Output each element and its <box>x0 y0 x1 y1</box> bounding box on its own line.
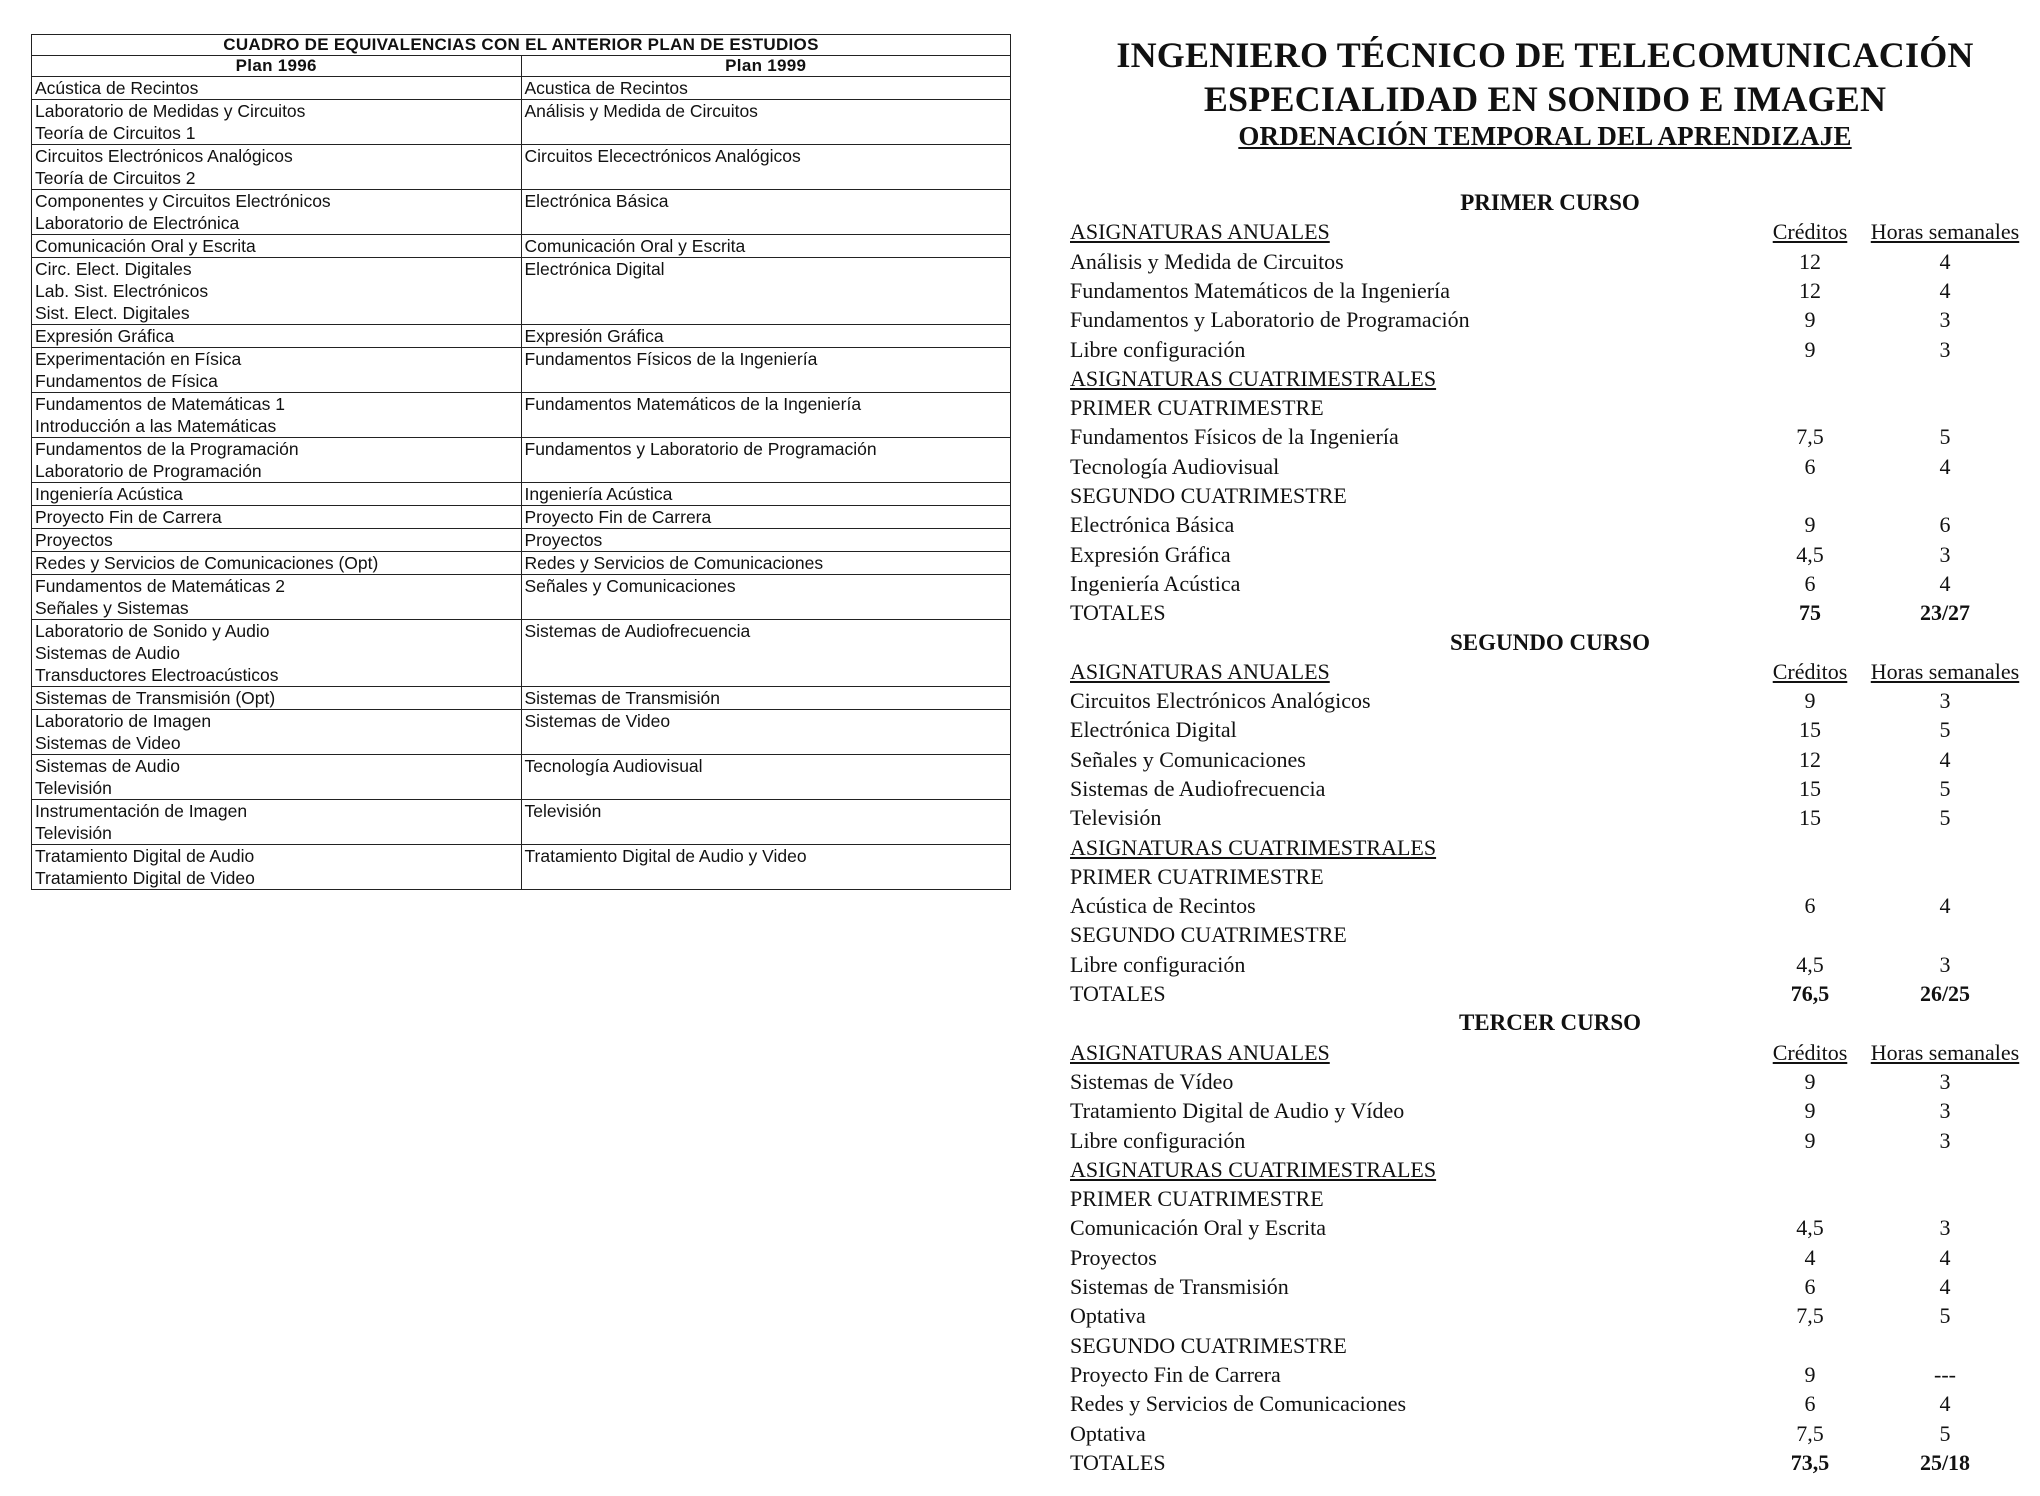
plan-1996-cell <box>32 755 522 800</box>
plan-1999-cell <box>521 687 1011 710</box>
semester-heading: SEGUNDO CUATRIMESTRE <box>1070 1333 1347 1358</box>
table-row <box>32 348 1011 393</box>
section-title: ORDENACIÓN TEMPORAL DEL APRENDIZAJE <box>1238 121 1852 151</box>
subject-row <box>1070 950 2030 979</box>
weekly-hours-header: Horas semanales <box>1870 219 2020 244</box>
annual-subjects-header <box>1070 1038 2030 1067</box>
subject-row <box>1070 1126 2030 1155</box>
plan-1996-subject: Fundamentos de Física <box>35 371 218 391</box>
subject-row <box>1070 1419 2030 1448</box>
plan-1996-cell <box>32 845 522 890</box>
second-semester-header <box>1070 1331 2030 1360</box>
weekly-hours-value: 4 <box>1939 454 1951 479</box>
annual-subjects-header <box>1070 657 2030 686</box>
plan-1999-subject: Fundamentos Matemáticos de la Ingeniería <box>524 394 862 414</box>
weekly-hours-value: 4 <box>1939 571 1951 596</box>
plan-1996-subject: Sistemas de Transmisión (Opt) <box>35 688 276 708</box>
credits-value: 9 <box>1804 1362 1816 1387</box>
totals-row <box>1070 1448 2030 1477</box>
subject-row <box>1070 540 2030 569</box>
subject-name: Electrónica Digital <box>1070 717 1237 742</box>
subject-name: Tratamiento Digital de Audio y Vídeo <box>1070 1098 1405 1123</box>
plan-1996-cell <box>32 190 522 235</box>
table-row <box>32 100 1011 145</box>
table-row <box>32 325 1011 348</box>
table-row <box>32 77 1011 100</box>
plan-1996-subject: Comunicación Oral y Escrita <box>35 236 256 256</box>
plan-1999-cell <box>521 552 1011 575</box>
credits-value: 4,5 <box>1796 1215 1824 1240</box>
weekly-hours-value: 4 <box>1939 1274 1951 1299</box>
plan-1999-cell <box>521 483 1011 506</box>
total-credits: 75 <box>1799 600 1821 625</box>
subject-row <box>1070 422 2030 451</box>
subject-row <box>1070 1360 2030 1389</box>
credits-value: 4,5 <box>1796 952 1824 977</box>
weekly-hours-value: 4 <box>1939 278 1951 303</box>
plan-1996-cell <box>32 77 522 100</box>
subject-row <box>1070 305 2030 334</box>
subject-row <box>1070 1067 2030 1096</box>
plan-1999-subject: Ingeniería Acústica <box>524 484 673 504</box>
subject-name: Acústica de Recintos <box>1070 893 1256 918</box>
totals-row <box>1070 598 2030 627</box>
plan-1999-cell <box>521 529 1011 552</box>
plan-1999-cell <box>521 235 1011 258</box>
credits-value: 6 <box>1804 1391 1816 1416</box>
subject-row <box>1070 335 2030 364</box>
plan-1996-subject: Laboratorio de Imagen <box>35 711 212 731</box>
credits-value: 9 <box>1804 1098 1816 1123</box>
plan-1996-subject: Expresión Gráfica <box>35 326 175 346</box>
weekly-hours-value: 4 <box>1939 1391 1951 1416</box>
credits-value: 12 <box>1799 249 1821 274</box>
plan-1996-subject: Acústica de Recintos <box>35 78 199 98</box>
plan-1996-cell <box>32 620 522 687</box>
specialty-title: ESPECIALIDAD EN SONIDO E IMAGEN <box>1203 79 1887 119</box>
subject-name: Libre configuración <box>1070 337 1246 362</box>
plan-1996-subject: Sistemas de Audio <box>35 756 180 776</box>
plan-1999-cell <box>521 77 1011 100</box>
plan-1999-cell <box>521 325 1011 348</box>
plan-1996-subject: Proyectos <box>35 530 113 550</box>
table-row <box>32 506 1011 529</box>
weekly-hours-value: 5 <box>1939 1421 1951 1446</box>
plan-1999-subject: Circuitos Elecectrónicos Analógicos <box>524 146 801 166</box>
subject-row <box>1070 1389 2030 1418</box>
subject-row <box>1070 1301 2030 1330</box>
weekly-hours-value: 3 <box>1939 1128 1951 1153</box>
credits-value: 7,5 <box>1796 1303 1824 1328</box>
plan-1996-cell <box>32 438 522 483</box>
total-weekly-hours: 23/27 <box>1919 600 1971 625</box>
section-heading: ASIGNATURAS CUATRIMESTRALES <box>1070 1157 1437 1182</box>
equivalence-table <box>31 34 1011 890</box>
total-credits: 76,5 <box>1790 981 1830 1006</box>
subject-name: Ingeniería Acústica <box>1070 571 1241 596</box>
subject-row <box>1070 569 2030 598</box>
plan-1996-subject: Teoría de Circuitos 1 <box>35 123 196 143</box>
weekly-hours-value: 5 <box>1939 776 1951 801</box>
weekly-hours-value: 4 <box>1939 1245 1951 1270</box>
section-heading: ASIGNATURAS ANUALES <box>1070 1040 1330 1065</box>
plan-1996-subject: Componentes y Circuitos Electrónicos <box>35 191 331 211</box>
first-semester-header <box>1070 393 2030 422</box>
plan-1999-cell <box>521 845 1011 890</box>
credits-value: 9 <box>1804 1069 1816 1094</box>
plan-1996-subject: Sist. Elect. Digitales <box>35 303 190 323</box>
total-credits: 73,5 <box>1790 1450 1830 1475</box>
table-row <box>32 438 1011 483</box>
plan-1999-cell <box>521 438 1011 483</box>
plan-1999-cell <box>521 258 1011 325</box>
subject-row <box>1070 1096 2030 1125</box>
weekly-hours-value: 4 <box>1939 893 1951 918</box>
subject-name: Televisión <box>1070 805 1162 830</box>
plan-1996-subject: Televisión <box>35 778 112 798</box>
plan-1996-subject: Fundamentos de Matemáticas 2 <box>35 576 285 596</box>
plan-1999-cell <box>521 348 1011 393</box>
plan-1999-subject: Tecnología Audiovisual <box>524 756 703 776</box>
plan-1996-subject: Lab. Sist. Electrónicos <box>35 281 209 301</box>
table-row <box>32 620 1011 687</box>
subject-name: Análisis y Medida de Circuitos <box>1070 249 1344 274</box>
plan-1996-subject: Circ. Elect. Digitales <box>35 259 192 279</box>
plan-1996-subject: Redes y Servicios de Comunicaciones (Opt) <box>35 553 379 573</box>
subject-row <box>1070 452 2030 481</box>
table-title: CUADRO DE EQUIVALENCIAS CON EL ANTERIOR PLAN DE ESTUDIOS <box>32 35 1011 56</box>
credits-value: 15 <box>1799 776 1821 801</box>
subject-name: Electrónica Básica <box>1070 512 1235 537</box>
plan-1996-subject: Laboratorio de Medidas y Circuitos <box>35 101 306 121</box>
plan-1996-cell <box>32 348 522 393</box>
course-year-title: SEGUNDO CURSO <box>1449 630 1650 655</box>
plan-1999-subject: Proyecto Fin de Carrera <box>524 507 712 527</box>
subject-row <box>1070 1213 2030 1242</box>
plan-1996-subject: Señales y Sistemas <box>35 598 189 618</box>
weekly-hours-header: Horas semanales <box>1870 1040 2020 1065</box>
subject-row <box>1070 774 2030 803</box>
plan-1999-subject: Sistemas de Audiofrecuencia <box>524 621 751 641</box>
table-body <box>32 77 1011 890</box>
plan-1999-subject: Sistemas de Video <box>524 711 671 731</box>
column-header-plan-1999: Plan 1999 <box>521 56 1011 77</box>
plan-1999-subject: Análisis y Medida de Circuitos <box>524 101 758 121</box>
total-weekly-hours: 26/25 <box>1919 981 1971 1006</box>
plan-1999-cell <box>521 620 1011 687</box>
weekly-hours-value: 3 <box>1939 688 1951 713</box>
plan-1996-subject: Laboratorio de Sonido y Audio <box>35 621 270 641</box>
credits-value: 12 <box>1799 747 1821 772</box>
plan-1999-subject: Electrónica Básica <box>524 191 669 211</box>
subject-name: Fundamentos Matemáticos de la Ingeniería <box>1070 278 1450 303</box>
table-row <box>32 393 1011 438</box>
plan-1996-cell <box>32 145 522 190</box>
credits-value: 6 <box>1804 893 1816 918</box>
table-row <box>32 800 1011 845</box>
credits-value: 9 <box>1804 1128 1816 1153</box>
total-weekly-hours: 25/18 <box>1919 1450 1971 1475</box>
table-row <box>32 483 1011 506</box>
plan-1996-subject: Introducción a las Matemáticas <box>35 416 277 436</box>
subject-name: Libre configuración <box>1070 952 1246 977</box>
subject-row <box>1070 510 2030 539</box>
subject-name: Fundamentos y Laboratorio de Programación <box>1070 307 1470 332</box>
first-semester-header <box>1070 862 2030 891</box>
plan-1996-cell <box>32 483 522 506</box>
subject-name: Señales y Comunicaciones <box>1070 747 1306 772</box>
subject-name: Circuitos Electrónicos Analógicos <box>1070 688 1371 713</box>
table-row <box>32 258 1011 325</box>
plan-1999-cell <box>521 190 1011 235</box>
weekly-hours-value: 3 <box>1939 307 1951 332</box>
credits-value: 7,5 <box>1796 424 1824 449</box>
plan-1999-subject: Acustica de Recintos <box>524 78 688 98</box>
plan-1996-cell <box>32 529 522 552</box>
weekly-hours-value: 5 <box>1939 1303 1951 1328</box>
subject-name: Proyecto Fin de Carrera <box>1070 1362 1281 1387</box>
semester-heading: SEGUNDO CUATRIMESTRE <box>1070 483 1347 508</box>
semester-heading: PRIMER CUATRIMESTRE <box>1070 1186 1324 1211</box>
plan-1996-cell <box>32 710 522 755</box>
plan-1999-subject: Televisión <box>524 801 602 821</box>
plan-1996-cell <box>32 687 522 710</box>
subject-name: Comunicación Oral y Escrita <box>1070 1215 1326 1240</box>
plan-1996-subject: Circuitos Electrónicos Analógicos <box>35 146 293 166</box>
section-heading: ASIGNATURAS ANUALES <box>1070 219 1330 244</box>
plan-1996-cell <box>32 325 522 348</box>
weekly-hours-value: 3 <box>1939 952 1951 977</box>
plan-1996-cell <box>32 100 522 145</box>
weekly-hours-value: 5 <box>1939 805 1951 830</box>
subject-row <box>1070 686 2030 715</box>
subject-row <box>1070 247 2030 276</box>
table-row <box>32 529 1011 552</box>
table-row <box>32 145 1011 190</box>
weekly-hours-value: 5 <box>1939 717 1951 742</box>
plan-1996-subject: Transductores Electroacústicos <box>35 665 279 685</box>
weekly-hours-value: 3 <box>1939 1215 1951 1240</box>
plan-1996-cell <box>32 235 522 258</box>
table-row <box>32 845 1011 890</box>
plan-1999-cell <box>521 145 1011 190</box>
weekly-hours-header: Horas semanales <box>1870 659 2020 684</box>
totals-label: TOTALES <box>1070 1450 1166 1475</box>
table-row <box>32 687 1011 710</box>
credits-value: 12 <box>1799 278 1821 303</box>
annual-subjects-header <box>1070 217 2030 246</box>
credits-value: 6 <box>1804 1274 1816 1299</box>
credits-value: 6 <box>1804 571 1816 596</box>
plan-1996-subject: Fundamentos de Matemáticas 1 <box>35 394 285 414</box>
second-semester-header <box>1070 481 2030 510</box>
table-row <box>32 190 1011 235</box>
plan-1999-cell <box>521 710 1011 755</box>
plan-1999-cell <box>521 506 1011 529</box>
plan-1999-cell <box>521 393 1011 438</box>
weekly-hours-value: 5 <box>1939 424 1951 449</box>
weekly-hours-value: 3 <box>1939 337 1951 362</box>
table-header-row <box>32 56 1011 77</box>
plan-1996-subject: Laboratorio de Programación <box>35 461 262 481</box>
weekly-hours-value: 3 <box>1939 542 1951 567</box>
semester-subjects-header <box>1070 833 2030 862</box>
credits-header: Créditos <box>1772 1040 1848 1065</box>
plan-1996-subject: Tratamiento Digital de Audio <box>35 846 255 866</box>
subject-name: Sistemas de Transmisión <box>1070 1274 1289 1299</box>
plan-1999-subject: Comunicación Oral y Escrita <box>524 236 746 256</box>
subject-row <box>1070 276 2030 305</box>
subject-row <box>1070 891 2030 920</box>
table-title-row <box>32 35 1011 56</box>
plan-1999-subject: Fundamentos Físicos de la Ingeniería <box>524 349 818 369</box>
plan-1999-subject: Tratamiento Digital de Audio y Video <box>524 846 807 866</box>
weekly-hours-value: 3 <box>1939 1098 1951 1123</box>
plan-1996-subject: Instrumentación de Imagen <box>35 801 248 821</box>
plan-1999-subject: Señales y Comunicaciones <box>524 576 736 596</box>
plan-1996-subject: Tratamiento Digital de Video <box>35 868 255 888</box>
semester-heading: PRIMER CUATRIMESTRE <box>1070 395 1324 420</box>
subject-name: Proyectos <box>1070 1245 1157 1270</box>
subject-row <box>1070 1272 2030 1301</box>
plan-1996-cell <box>32 258 522 325</box>
first-semester-header <box>1070 1184 2030 1213</box>
plan-1996-subject: Fundamentos de la Programación <box>35 439 299 459</box>
table-row <box>32 575 1011 620</box>
subject-name: Optativa <box>1070 1303 1146 1328</box>
credits-header: Créditos <box>1772 659 1848 684</box>
plan-1996-subject: Sistemas de Audio <box>35 643 180 663</box>
credits-value: 15 <box>1799 717 1821 742</box>
weekly-hours-value: 6 <box>1939 512 1951 537</box>
semester-heading: PRIMER CUATRIMESTRE <box>1070 864 1324 889</box>
totals-label: TOTALES <box>1070 981 1166 1006</box>
credits-value: 9 <box>1804 688 1816 713</box>
credits-value: 9 <box>1804 512 1816 537</box>
plan-1996-subject: Teoría de Circuitos 2 <box>35 168 196 188</box>
subject-row <box>1070 1243 2030 1272</box>
credits-value: 9 <box>1804 337 1816 362</box>
table-row <box>32 552 1011 575</box>
credits-value: 4 <box>1804 1245 1816 1270</box>
credits-value: 4,5 <box>1796 542 1824 567</box>
credits-header: Créditos <box>1772 219 1848 244</box>
weekly-hours-value: --- <box>1934 1362 1956 1387</box>
weekly-hours-value: 4 <box>1939 249 1951 274</box>
plan-1999-subject: Sistemas de Transmisión <box>524 688 720 708</box>
course-year-title: PRIMER CURSO <box>1460 190 1640 215</box>
plan-1999-subject: Electrónica Digital <box>524 259 665 279</box>
plan-1996-cell <box>32 506 522 529</box>
section-heading: ASIGNATURAS CUATRIMESTRALES <box>1070 835 1437 860</box>
weekly-hours-value: 4 <box>1939 747 1951 772</box>
weekly-hours-value: 3 <box>1939 1069 1951 1094</box>
subject-row <box>1070 745 2030 774</box>
plan-1996-subject: Experimentación en Física <box>35 349 242 369</box>
plan-1999-cell <box>521 800 1011 845</box>
table-row <box>32 710 1011 755</box>
subject-name: Optativa <box>1070 1421 1146 1446</box>
degree-title: INGENIERO TÉCNICO DE TELECOMUNICACIÓN <box>1116 35 1974 75</box>
plan-1996-subject: Proyecto Fin de Carrera <box>35 507 222 527</box>
plan-1996-subject: Televisión <box>35 823 112 843</box>
credits-value: 6 <box>1804 454 1816 479</box>
plan-1996-cell <box>32 800 522 845</box>
plan-1999-cell <box>521 755 1011 800</box>
subject-name: Redes y Servicios de Comunicaciones <box>1070 1391 1407 1416</box>
subject-name: Libre configuración <box>1070 1128 1246 1153</box>
credits-value: 9 <box>1804 307 1816 332</box>
semester-subjects-header <box>1070 364 2030 393</box>
semester-heading: SEGUNDO CUATRIMESTRE <box>1070 922 1347 947</box>
table-row <box>32 235 1011 258</box>
totals-row <box>1070 979 2030 1008</box>
plan-1999-subject: Proyectos <box>524 530 603 550</box>
plan-1996-subject: Ingeniería Acústica <box>35 484 183 504</box>
column-header-plan-1996: Plan 1996 <box>32 56 522 77</box>
course-year-title: TERCER CURSO <box>1458 1010 1642 1035</box>
plan-1999-cell <box>521 575 1011 620</box>
subject-name: Tecnología Audiovisual <box>1070 454 1280 479</box>
plan-1999-cell <box>521 100 1011 145</box>
semester-subjects-header <box>1070 1155 2030 1184</box>
subject-name: Expresión Gráfica <box>1070 542 1231 567</box>
plan-1996-cell <box>32 552 522 575</box>
second-semester-header <box>1070 920 2030 949</box>
plan-1996-cell <box>32 393 522 438</box>
subject-name: Sistemas de Vídeo <box>1070 1069 1234 1094</box>
plan-1996-subject: Sistemas de Video <box>35 733 181 753</box>
plan-1996-cell <box>32 575 522 620</box>
plan-1999-subject: Fundamentos y Laboratorio de Programación <box>524 439 877 459</box>
section-heading: ASIGNATURAS CUATRIMESTRALES <box>1070 366 1437 391</box>
subject-name: Sistemas de Audiofrecuencia <box>1070 776 1326 801</box>
credits-value: 15 <box>1799 805 1821 830</box>
subject-row <box>1070 803 2030 832</box>
table-row <box>32 755 1011 800</box>
totals-label: TOTALES <box>1070 600 1166 625</box>
credits-value: 7,5 <box>1796 1421 1824 1446</box>
subject-name: Fundamentos Físicos de la Ingeniería <box>1070 424 1399 449</box>
subject-row <box>1070 715 2030 744</box>
plan-1996-subject: Laboratorio de Electrónica <box>35 213 240 233</box>
section-heading: ASIGNATURAS ANUALES <box>1070 659 1330 684</box>
plan-1999-subject: Redes y Servicios de Comunicaciones <box>524 553 824 573</box>
plan-1999-subject: Expresión Gráfica <box>524 326 664 346</box>
